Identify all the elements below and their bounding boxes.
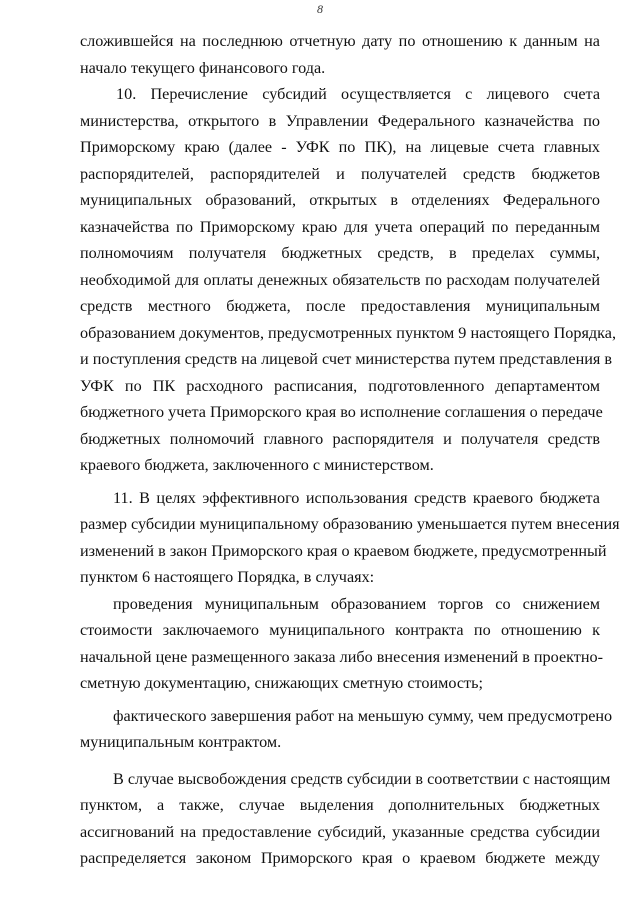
text-line: средств местного бюджета, после предоставления муниципальным bbox=[80, 297, 600, 315]
paragraph-case-1 bbox=[80, 591, 603, 697]
text-line: изменений в закон Приморского края о краевом бюджете, предусмотренный bbox=[80, 541, 607, 560]
page-number: 8 bbox=[317, 2, 323, 16]
paragraph-release-funds bbox=[80, 766, 611, 872]
text-line: проведения муниципальным образованием торгов со снижением bbox=[113, 594, 600, 613]
text-line: и поступления средств на лицевой счет министерства путем представления в bbox=[80, 350, 613, 368]
text-line: сложившейся на последнюю отчетную дату по отношению к данным на bbox=[80, 32, 600, 50]
text-line: бюджетных полномочий главного распорядителя и получателя средств bbox=[80, 429, 600, 448]
text-line: муниципальным контрактом. bbox=[80, 733, 282, 751]
text-line: Приморскому краю (далее - УФК по ПК), на лицевые счета главных bbox=[80, 138, 600, 156]
text-line: необходимой для оплаты денежных обязательств по расходам получателей bbox=[80, 270, 600, 289]
text-line: краевого бюджета, заключенного с министерством. bbox=[80, 456, 434, 474]
text-line: 11. В целях эффективного использования средств краевого бюджета bbox=[113, 488, 600, 507]
text-line: пунктом 6 настоящего Порядка, в случаях: bbox=[80, 568, 375, 586]
text-line: начало текущего финансового года. bbox=[80, 58, 326, 77]
text-line: бюджетного учета Приморского края во исполнение соглашения о передаче bbox=[80, 403, 603, 421]
paragraph-item-10 bbox=[80, 81, 617, 479]
text-line: начальной цене размещенного заказа либо внесения изменений в проектно- bbox=[80, 647, 603, 666]
text-line: министерства, открытого в Управлении Федерального казначейства по bbox=[80, 111, 600, 130]
text-line: распределяется законом Приморского края о краевом бюджете между bbox=[80, 849, 600, 867]
paragraph-continuation bbox=[80, 28, 600, 81]
paragraph-item-11 bbox=[80, 485, 620, 591]
text-line: В случае высвобождения средств субсидии в соответствии с настоящим bbox=[113, 769, 611, 788]
text-line: УФК по ПК расходного расписания, подготовленного департаментом bbox=[80, 376, 600, 395]
text-line: образованием документов, предусмотренных пунктом 9 настоящего Порядка, bbox=[80, 323, 617, 342]
text-line: сметную документацию, снижающих сметную стоимость; bbox=[80, 674, 483, 692]
text-line: ассигнований на предоставление субсидий, указанные средства субсидии bbox=[80, 822, 600, 841]
paragraph-case-2 bbox=[80, 703, 613, 756]
text-line: 10. Перечисление субсидий осуществляется с лицевого счета bbox=[116, 85, 600, 103]
text-line: полномочиям получателя бюджетных средств, в пределах суммы, bbox=[80, 244, 600, 262]
text-line: распорядителей, распорядителей и получателей средств бюджетов bbox=[80, 164, 600, 183]
text-line: муниципальных образований, открытых в отделениях Федерального bbox=[80, 191, 600, 209]
text-line: размер субсидии муниципальному образованию уменьшается путем внесения bbox=[80, 515, 620, 533]
text-line: пунктом, а также, случае выделения дополнительных бюджетных bbox=[80, 796, 600, 814]
text-line: стоимости заключаемого муниципального контракта по отношению к bbox=[80, 621, 600, 639]
text-line: фактического завершения работ на меньшую сумму, чем предусмотрено bbox=[113, 706, 613, 725]
document-body bbox=[80, 28, 620, 872]
text-line: казначейства по Приморскому краю для учета операций по переданным bbox=[80, 217, 600, 236]
